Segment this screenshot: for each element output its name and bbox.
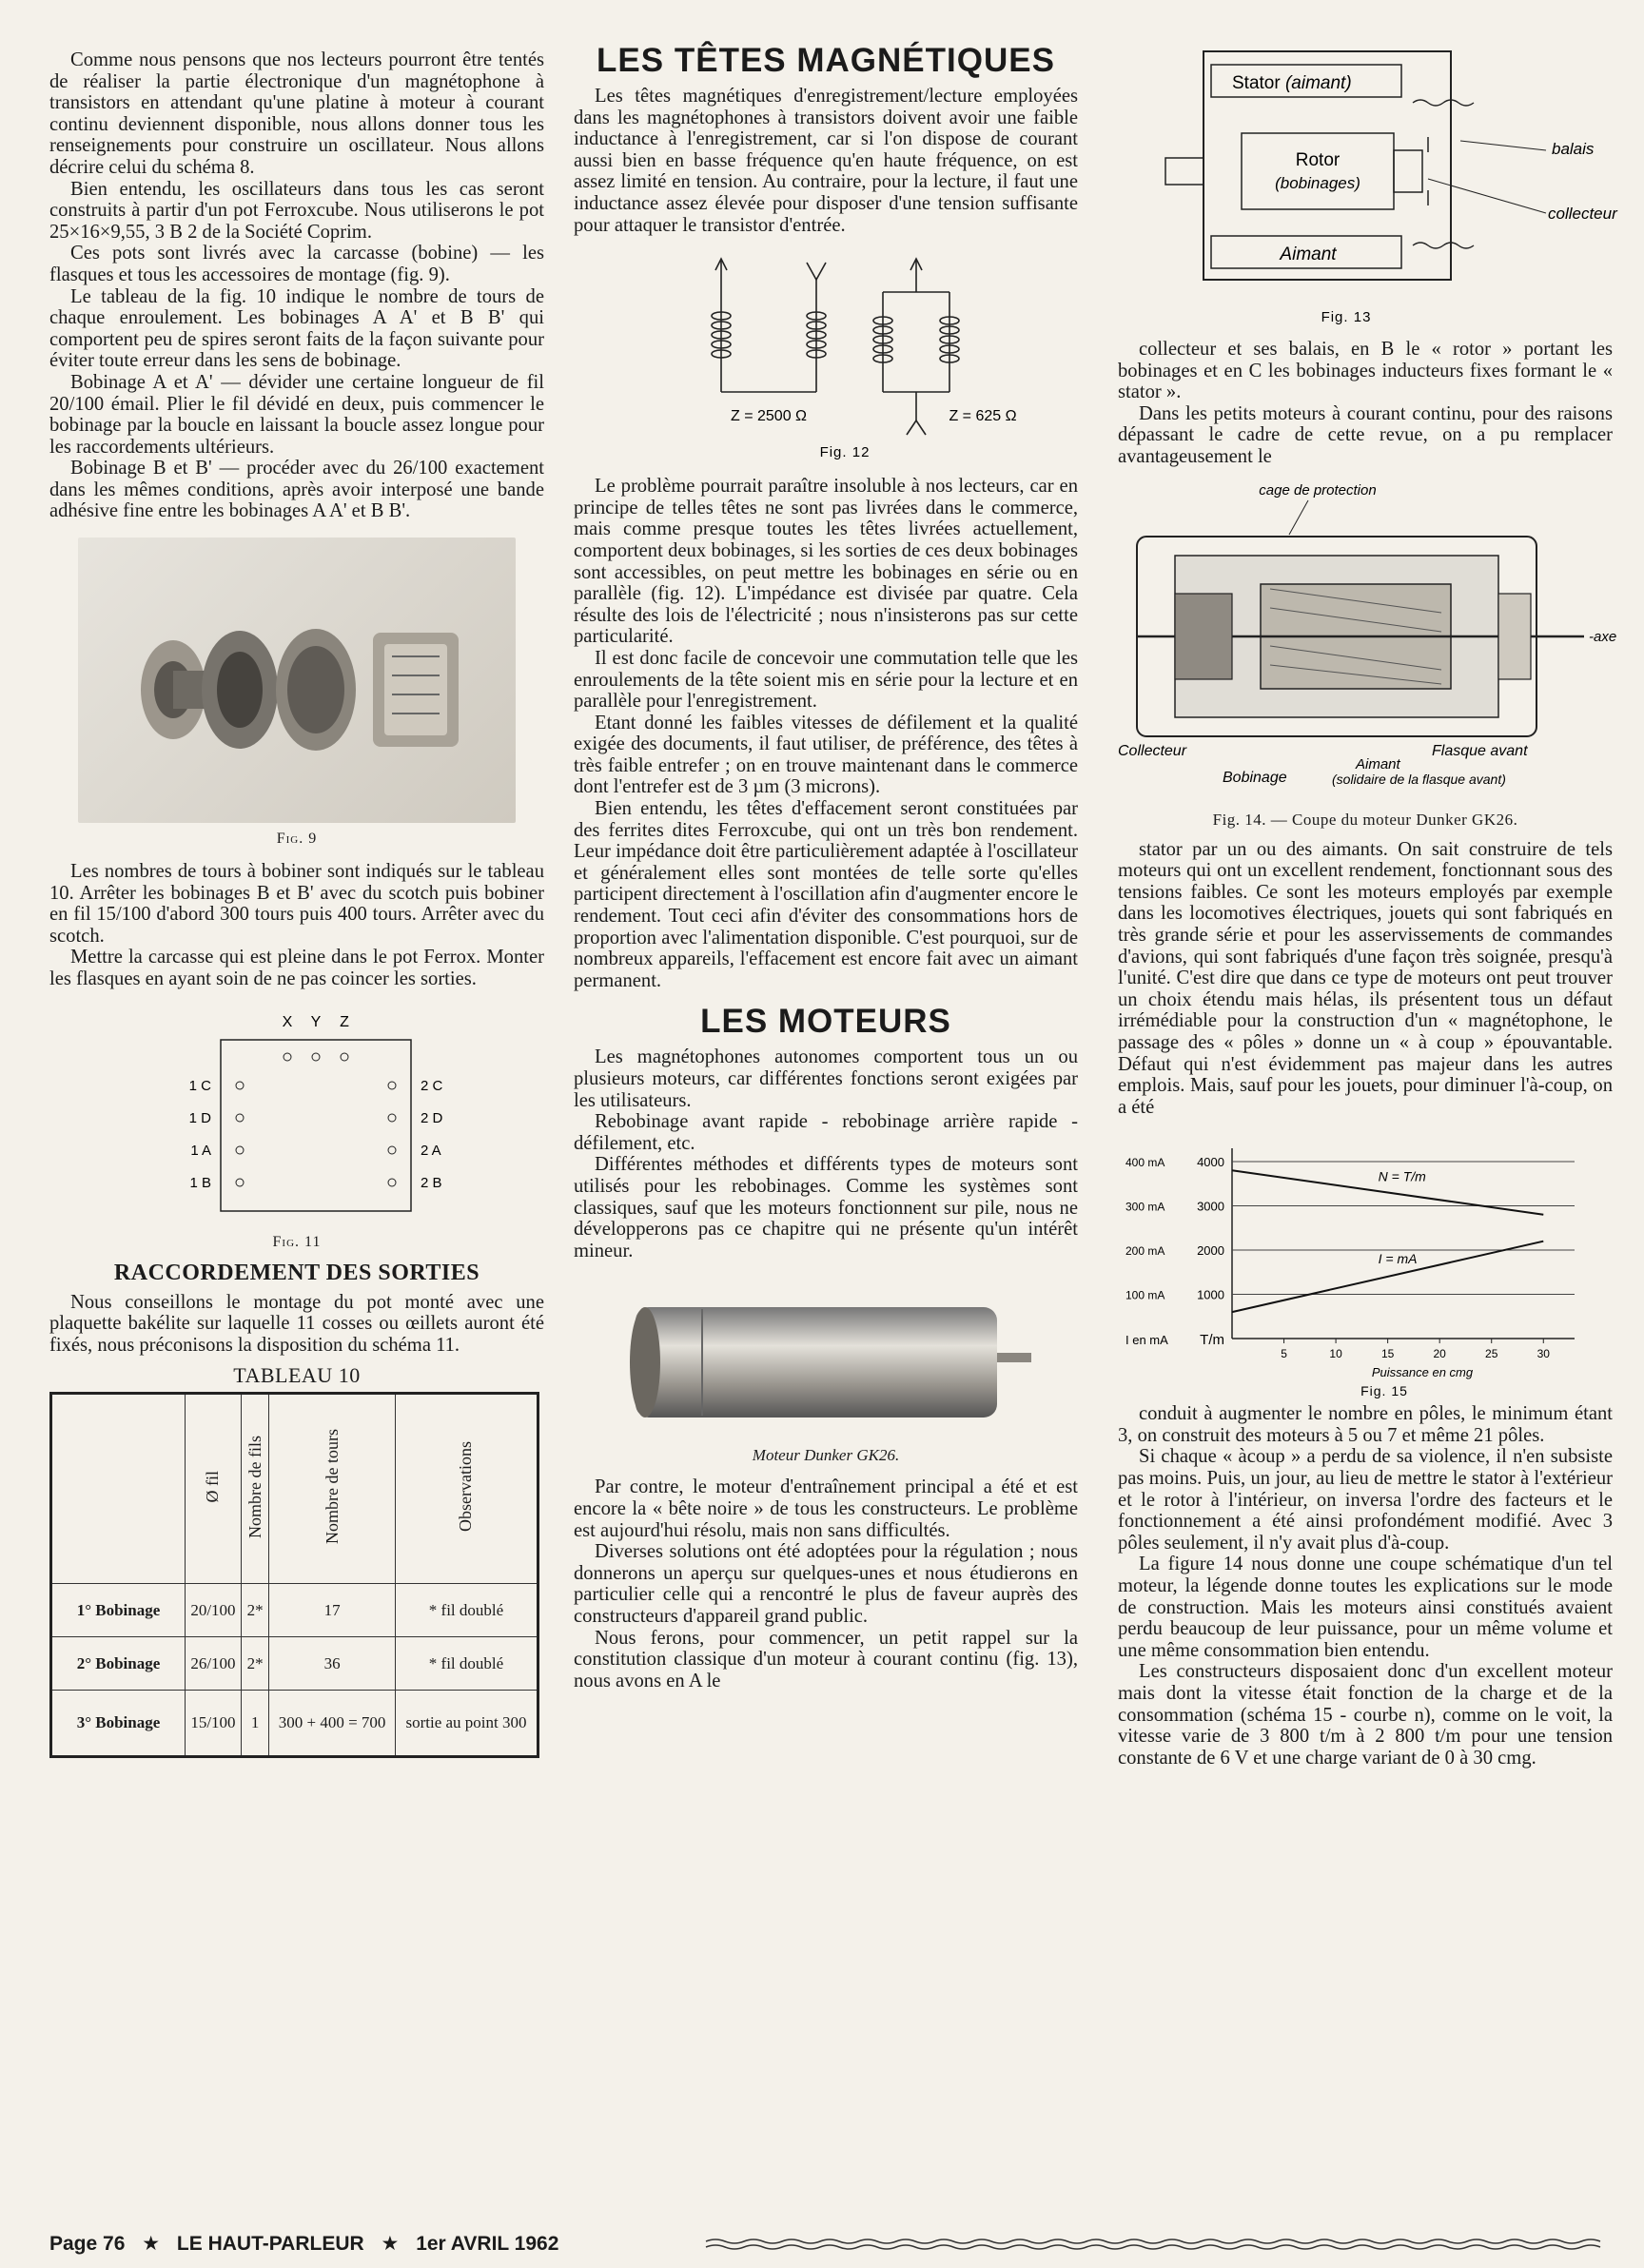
paragraph: Les nombres de tours à bobiner sont indiqués sur le tableau 10. Arrêter les bobinages B et B' avec du scotch puis bobiner en fil 15/100 d'abord 300 tours puis 400 tours. Arrêter avec du scotch.: [49, 861, 544, 947]
paragraph: Dans les petits moteurs à courant continu, pour des raisons dépassant le cadre de cette revue, on a pu remplacer avantageusement le: [1118, 402, 1613, 467]
fig11-diagram: [154, 1007, 443, 1226]
fig12-caption: Fig. 12: [819, 444, 871, 461]
section-heading: RACCORDEMENT DES SORTIES: [113, 1260, 480, 1285]
fig14-diagram: [1118, 479, 1617, 803]
y-tick-label-left: 400 mA: [1125, 1156, 1165, 1170]
paragraph: Nous ferons, pour commencer, un petit rappel sur la constitution classique d'un moteur à courant continu (fig. 13), nous avons en A le: [574, 1627, 1078, 1691]
table-header-row: [51, 1394, 538, 1584]
label-1d: 1 D: [188, 1109, 211, 1126]
column-1: [49, 49, 544, 1758]
paragraph: Nous conseillons le montage du pot monté avec une plaquette bakélite sur laquelle 11 cosses ou œillets auront été fixés, nous préconisons la disposition du schéma 11.: [49, 1291, 544, 1356]
paragraph: Différentes méthodes et différents types de moteurs sont utilisés pour les rebobinages. Comme les systèmes sont classiques, sauf que les moteurs fonctionnent sur pile, nous ne développerons pas ce chapitre qui ne présente qu'un intérêt mineur.: [574, 1154, 1078, 1261]
tableau-10: [49, 1392, 539, 1758]
fig12-diagram: [626, 249, 1026, 468]
x-axis-label: Puissance en cmg: [1371, 1365, 1474, 1380]
paragraph: Etant donné les faibles vitesses de défilement et la qualité exigée des documents, il faut utiliser, de préférence, des têtes à très faible entrefer ; on en trouve maintenant dans le commerce dont l'entrefer est de 3 µm (3 microns).: [574, 712, 1078, 798]
paragraph: conduit à augmenter le nombre en pôles, le minimum étant 3, on construit des moteurs à 5 ou 7 et même 21 pôles.: [1118, 1403, 1613, 1446]
paragraph: Il est donc facile de concevoir une commutation telle que les enroulements de la tête soient mis en série pour la lecture et en parallèle pour l'enregistrement.: [574, 647, 1078, 713]
series-label: I = mA: [1378, 1251, 1418, 1267]
terminal-layout-diagram: [154, 1007, 443, 1226]
rotor-label: Rotor: [1295, 150, 1341, 170]
y-tick-label-left: 200 mA: [1125, 1244, 1165, 1259]
dc-motor-diagram: [1127, 46, 1617, 331]
label-2c: 2 C: [421, 1077, 443, 1094]
column-2: [574, 42, 1078, 1691]
y-tick-label-right: 2000: [1197, 1243, 1224, 1259]
paragraph: Mettre la carcasse qui est pleine dans le pot Ferrox. Monter les flasques en ayant soin de ne pas coincer les sorties.: [49, 947, 544, 990]
x-tick-label: 30: [1536, 1347, 1550, 1361]
paragraph: Les constructeurs disposaient donc d'un excellent moteur mais dont la vitesse était fonction de la charge et de la consommation (schéma 15 - courbe n), comme on le voit, la vitesse varie de 3 800 t/m à 2 800 t/m pour une tension constante de 6 V et une charge variant de 0 à 30 cmg.: [1118, 1661, 1613, 1769]
paragraph: Bien entendu, les oscillateurs dans tous les cas seront construits à partir d'un pot Ferroxcube. Nous utiliserons le pot 25×16×9,55, 3 B 2 de la Société Coprim.: [49, 178, 544, 243]
series-label: N = T/m: [1378, 1168, 1426, 1184]
paragraph: Les magnétophones autonomes comportent tous un ou plusieurs moteurs, car différentes fonctions seront exigées par les utilisateurs.: [574, 1046, 1078, 1111]
column-3: [1118, 38, 1617, 1769]
y-tick-label-right: 1000: [1197, 1287, 1224, 1302]
fig11-caption: Fig. 11: [272, 1233, 322, 1250]
col-header: Nombre de fils: [241, 1394, 268, 1584]
balais-label: balais: [1552, 140, 1595, 158]
label-z: Z: [340, 1013, 349, 1030]
axe-label: -axe: [1589, 628, 1617, 645]
speed-current-chart: [1118, 1129, 1613, 1399]
table-row: 3° Bobinage 15/100 1 300 + 400 = 700 sortie au point 300: [51, 1691, 538, 1757]
paragraph: Bien entendu, les têtes d'effacement seront constituées par des ferrites dites Ferroxcube, qui ont un très bon rendement. Leur impédance doit être particulièrement adaptée à l'oscillateur et généralement elles sont montées de telle sorte qu'elles participent directement à l'oscillation afin d'augmenter encore le rendement. Tout ceci afin d'éviter des consommations hors de proportion avec l'alimentation disponible. C'est pourquoi, sur de nombreux appareils, l'effacement est encore fait avec un aimant permanent.: [574, 798, 1078, 991]
y-unit-label-left: I en mA: [1125, 1333, 1168, 1348]
paragraph: Les têtes magnétiques d'enregistrement/lecture employées dans les magnétophones à transistors doivent avoir une faible inductance à l'enregistrement, car si l'on dispose de courant aussi bien en basse fréquence qu'en haute fréquence, on est assez limité en tension. Au contraire, pour la lecture, il faut une inductance assez élevée pour disposer d'une tension suffisante pour attaquer le transistor d'entrée.: [574, 86, 1078, 236]
x-tick-label: 15: [1380, 1347, 1395, 1361]
collecteur-label: collecteur: [1548, 205, 1617, 223]
y-tick-label-right: 4000: [1197, 1155, 1224, 1170]
chart-title: Fig. 15: [1360, 1383, 1408, 1399]
label-2b: 2 B: [421, 1174, 442, 1191]
table-row: 1° Bobinage 20/100 2* 17 * fil doublé: [51, 1584, 538, 1637]
fig13-diagram: [1127, 46, 1617, 331]
section-heading: LES TÊTES MAGNÉTIQUES: [597, 42, 1055, 79]
decorative-wave-rule: [706, 2238, 1600, 2251]
label-1b: 1 B: [189, 1174, 211, 1191]
dunker-motor-image: [607, 1277, 1045, 1438]
motor-photo: [607, 1277, 1045, 1438]
table-row: 2° Bobinage 26/100 2* 36 * fil doublé: [51, 1637, 538, 1691]
journal-name: LE HAUT-PARLEUR: [176, 2233, 364, 2255]
rotor-sub-label: (bobinages): [1275, 174, 1360, 192]
label-1a: 1 A: [190, 1142, 211, 1159]
impedance-parallel-label: Z = 625 Ω: [949, 408, 1017, 425]
impedance-series-label: Z = 2500 Ω: [730, 408, 808, 425]
x-tick-label: 20: [1433, 1347, 1446, 1361]
paragraph: Si chaque « àcoup » a perdu de sa violence, il n'en subsiste pas moins. Puis, un jour, au lieu de mettre le stator à l'extérieur et le rotor à l'intérieur, on inversa l'ordre des facteurs et le fonctionnement a été ainsi profondément modifié. Avec 3 pôles seulement, il n'y avait plus d'à-coup.: [1118, 1446, 1613, 1554]
bakelite-plate-outline: [221, 1040, 411, 1211]
paragraph: Bobinage B et B' — procéder avec du 26/100 exactement dans les mêmes conditions, après avoir interposé une bande adhésive fine entre les bobinages A A' et B B'.: [49, 458, 544, 522]
head-windings-diagram: [626, 249, 1026, 468]
paragraph: stator par un ou des aimants. On sait construire de tels moteurs qui ont un excellent rendement, fonctionnant sous des tensions faibles. Ce sont les moteurs employés par exemple dans les locomotives électriques, jouets qui sont fabriqués en très grande série et pour les asservissements de commandes d'avions, qui sont fabriqués d'une façon très soignée, presqu'à l'unité. C'est dire que dans ce type de moteurs ont peut trouver un choix étendu mais hélas, ils présentent tous un défaut irrémédiable pour la construction d'un « magnétophone, le passage des « pôles » donne un « à coup » épouvantable. Défaut qui n'est évidemment pas majeur dans les autres emplois. Mais, sauf pour les jouets, pour diminuer l'à-coup, on a été: [1118, 838, 1613, 1118]
label-1c: 1 C: [188, 1077, 211, 1094]
fig9-photo: [78, 538, 516, 823]
y-tick-label-left: 100 mA: [1125, 1288, 1165, 1302]
fig13-caption: Fig. 13: [1321, 309, 1372, 325]
fig15-chart: [1118, 1129, 1613, 1399]
bobinage-label: Bobinage: [1223, 769, 1287, 786]
motor-cross-section: [1118, 479, 1617, 803]
paragraph: La figure 14 nous donne une coupe schématique d'un tel moteur, la légende donne toutes les explications sur le mode de construction. Mais les moteurs ainsi constitués avaient perdu beaucoup de leur puissance, pour un même volume et une même consommation bien entendu.: [1118, 1554, 1613, 1661]
paragraph: Le problème pourrait paraître insoluble à nos lecteurs, car en principe de telles têtes ne sont pas livrées dans le commerce, mais comme presque toutes les têtes livrées actuellement, comportent deux bobinages, si les sorties de ces deux bobinages sont accessibles, on peut mettre les bobinages en série ou en parallèle (fig. 12). L'impédance est divisée par quatre. Cela résulte des lois de l'électricité ; nous n'insisterons pas sur cette particularité.: [574, 476, 1078, 648]
y-unit-label-right: T/m: [1200, 1332, 1224, 1349]
paragraph: Le tableau de la fig. 10 indique le nombre de tours de chaque enroulement. Les bobinages A A' et B B' qui comportent peu de spires seront faits de la façon suivante pour éviter toute erreur dans les sens de bobinage.: [49, 285, 544, 372]
collecteur-label: Collecteur: [1118, 742, 1187, 759]
aimant-sub-label: (solidaire de la flasque avant): [1332, 771, 1506, 787]
label-y: Y: [310, 1013, 322, 1030]
label-2d: 2 D: [421, 1109, 443, 1126]
motor-photo-caption: Moteur Dunker GK26.: [752, 1446, 900, 1465]
aimant-label: Aimant: [1280, 244, 1337, 264]
page-footer: [49, 2232, 1610, 2260]
paragraph: Diverses solutions ont été adoptées pour la régulation ; nous donnerons un aperçu sur quelques-unes et nous étudierons en particulier celle qui a rencontré le plus de faveur auprès des constructeurs d'appareil grand public.: [574, 1541, 1078, 1627]
paragraph: Par contre, le moteur d'entraînement principal a été et est encore la « bête noire » de tous les constructeurs. Le problème est aujourd'hui résolu, mais non sans difficultés.: [574, 1476, 1078, 1541]
star-icon: ★: [142, 2233, 161, 2255]
cage-label: cage de protection: [1259, 481, 1377, 499]
label-x: X: [282, 1013, 293, 1030]
paragraph: Comme nous pensons que nos lecteurs pourront être tentés de réaliser la partie électronique d'un magnétophone à transistors en attendant qu'une platine à moteur à courant continu deviennent disponible, nous allons donner tous les renseignements pour construire un oscillateur. Nous allons décrire celui du schéma 8.: [49, 49, 544, 178]
col-header: Observations: [395, 1394, 538, 1584]
paragraph: Ces pots sont livrés avec la carcasse (bobine) — les flasques et tous les accessoires de montage (fig. 9).: [49, 243, 544, 285]
issue-date: 1er AVRIL 1962: [416, 2233, 559, 2255]
paragraph: Rebobinage avant rapide - rebobinage arrière rapide - défilement, etc.: [574, 1111, 1078, 1154]
star-icon: ★: [381, 2233, 400, 2255]
col-header: Nombre de tours: [269, 1394, 396, 1584]
y-tick-label-left: 300 mA: [1125, 1200, 1165, 1214]
aimant-label: Aimant: [1356, 755, 1400, 772]
table-title: TABLEAU 10: [233, 1363, 361, 1388]
fig9-caption: Fig. 9: [276, 831, 318, 848]
x-tick-label: 5: [1281, 1347, 1287, 1361]
pot-ferroxcube-parts-image: [78, 538, 516, 823]
x-tick-label: 25: [1485, 1347, 1498, 1361]
page-number: Page 76: [49, 2233, 126, 2255]
paragraph: Bobinage A et A' — dévider une certaine longueur de fil 20/100 émail. Plier le fil dévidé en deux, puis commencer le bobinage par la boucle en laissant la boucle assez longue pour les raccordements ultérieurs.: [49, 371, 544, 458]
stator-label: Stator (aimant): [1232, 73, 1352, 93]
fig14-caption: Fig. 14. — Coupe du moteur Dunker GK26.: [1212, 810, 1518, 829]
y-tick-label-right: 3000: [1197, 1199, 1224, 1214]
col-header: Ø fil: [186, 1394, 242, 1584]
x-tick-label: 10: [1329, 1347, 1342, 1361]
label-2a: 2 A: [421, 1142, 441, 1159]
paragraph: collecteur et ses balais, en B le « rotor » portant les bobinages et en C les bobinages inducteurs fixes formant le « stator ».: [1118, 339, 1613, 403]
flasque-label: Flasque avant: [1432, 742, 1528, 759]
section-heading: LES MOTEURS: [700, 1003, 951, 1041]
